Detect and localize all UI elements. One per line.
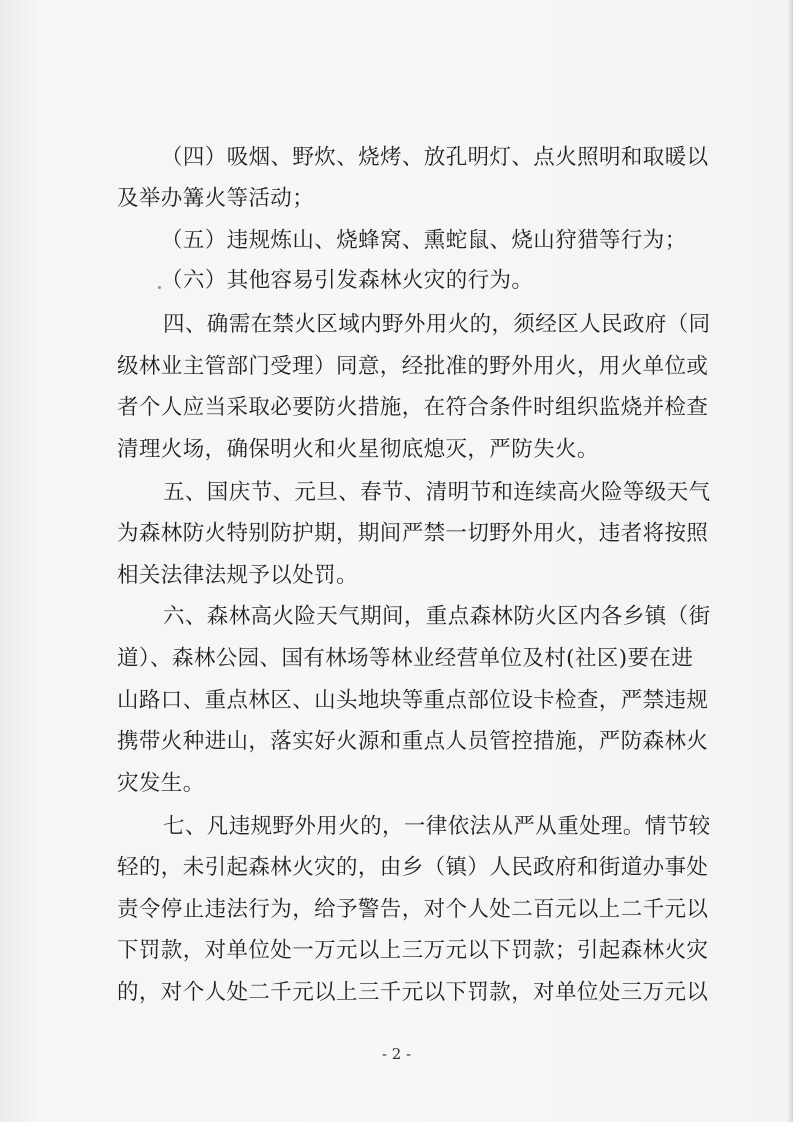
text-line-16: 灾发生。 [117,771,205,796]
text-line-4: （六）其他容易引发森林火灾的行为。 [161,268,534,293]
scan-speck [158,286,161,289]
text-line-14: 山路口、重点林区、山头地块等重点部位设卡检查，严禁违规 [117,688,709,713]
text-line-21: 的，对个人处二千元以上三千元以下罚款，对单位处三万元以 [117,980,709,1005]
text-line-12: 六、森林高火险天气期间，重点森林防火区内各乡镇（街 [163,604,711,629]
text-line-15: 携带火种进山，落实好火源和重点人员管控措施，严防森林火 [117,729,709,754]
text-line-6: 级林业主管部门受理）同意，经批准的野外用火，用火单位或 [117,354,709,379]
text-line-18: 轻的，未引起森林火灾的，由乡（镇）人民政府和街道办事处 [117,855,709,880]
text-line-2: 及举办篝火等活动； [117,186,315,211]
text-line-11: 相关法律法规予以处罚。 [117,563,358,588]
text-line-20: 下罚款，对单位处一万元以上三万元以下罚款；引起森林火灾 [117,938,709,963]
text-line-3: （五）违规炼山、烧蜂窝、熏蛇鼠、烧山狩猎等行为； [161,228,687,253]
scan-edge-shadow [787,0,793,1122]
text-line-8: 清理火场，确保明火和火星彻底熄灭，严防失火。 [117,437,599,462]
text-line-19: 责令停止违法行为，给予警告，对个人处二百元以上二千元以 [117,897,709,922]
text-line-17: 七、凡违规野外用火的，一律依法从严从重处理。情节较 [163,814,711,839]
page-number: - 2 - [381,1045,412,1063]
text-line-5: 四、确需在禁火区域内野外用火的，须经区人民政府（同 [163,312,711,337]
text-line-10: 为森林防火特别防护期，期间严禁一切野外用火，违者将按照 [117,521,709,546]
text-line-1: （四）吸烟、野炊、烧烤、放孔明灯、点火照明和取暖以 [161,145,709,170]
text-line-7: 者个人应当采取必要防火措施，在符合条件时组织监烧并检查 [117,395,709,420]
text-line-9: 五、国庆节、元旦、春节、清明节和连续高火险等级天气 [163,480,711,505]
text-line-13: 道）、森林公园、国有林场等林业经营单位及村(社区)要在进 [117,646,694,671]
